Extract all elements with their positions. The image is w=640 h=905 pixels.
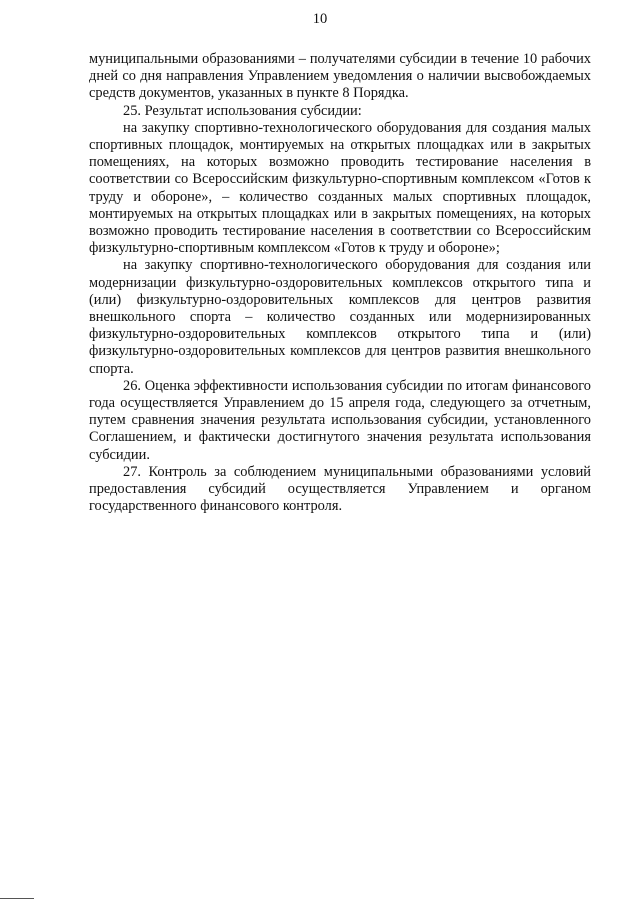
paragraph-27-control: 27. Контроль за соблюдением муниципальными образованиями условий предоставления субсидий осуществляется Управлением и органом государственного финансового контроля. bbox=[89, 463, 591, 515]
paragraph-25-result-complexes: на закупку спортивно-технологического оборудования для создания или модернизации физкультурно-оздоровительных комплексов открытого типа и (или) физкультурно-оздоровительных комплексов для центров развития внешкольного спорта – количество созданных или модернизированных физкультурно-оздоровительных комплексов открытого типа и (или) физкультурно-оздоровительных комплексов для центров развития внешкольного спорта. bbox=[89, 257, 591, 377]
page-number: 10 bbox=[312, 11, 328, 27]
paragraph-25-heading: 25. Результат использования субсидии: bbox=[123, 102, 362, 119]
paragraph-25-result-sports-grounds: на закупку спортивно-технологического оборудования для создания малых спортивных площадок, монтируемых на открытых площадках или в закрытых помещениях, на которых возможно проводить тестирование населения в соответствии со Всероссийским физкультурно-спортивным комплексом «Готов к труду и обороне», – количество созданных малых спортивных площадок, монтируемых на открытых площадках или в закрытых помещениях, на которых возможно проводить тестирование населения в соответствии со Всероссийским физкультурно-спортивным комплексом «Готов к труду и обороне»; bbox=[89, 119, 591, 257]
page-edge-mark bbox=[0, 898, 34, 899]
document-body bbox=[89, 51, 591, 515]
paragraph-26-evaluation: 26. Оценка эффективности использования субсидии по итогам финансового года осуществляется Управлением до 15 апреля года, следующего за отчетным, путем сравнения значения результата использования субсидии, установленного Соглашением, и фактически достигнутого значения результата использования субсидии. bbox=[89, 377, 591, 463]
paragraph-continuation: муниципальными образованиями – получателями субсидии в течение 10 рабочих дней со дня направления Управлением уведомления о наличии высвобождаемых средств документов, указанных в пункте 8 Порядка. bbox=[89, 51, 591, 102]
